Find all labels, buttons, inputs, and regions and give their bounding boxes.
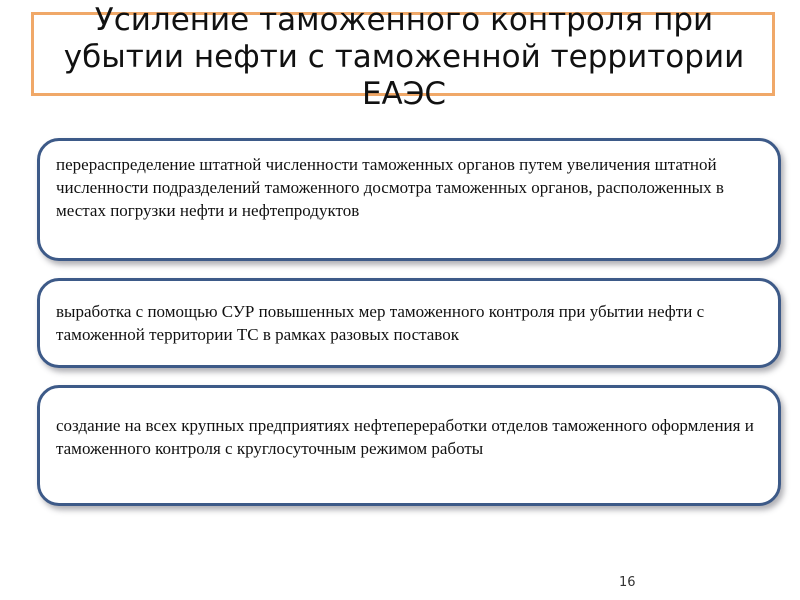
list-item-text: перераспределение штатной численности таможенных органов путем увеличения штатной численности подразделений таможенного досмотра таможенных органов, расположенных в местах погрузки нефти и нефтепродуктов	[56, 155, 724, 220]
list-item-text: создание на всех крупных предприятиях нефтепереработки отделов таможенного оформления и таможенного контроля с круглосуточным режимом работы	[56, 416, 754, 458]
list-item	[37, 138, 781, 261]
page-number: 16	[619, 575, 636, 590]
list-item-text: выработка с помощью СУР повышенных мер таможенного контроля при убытии нефти с таможенной территории ТС в рамках разовых поставок	[56, 302, 705, 344]
slide-title: Усиление таможенного контроля при убытии нефти с таможенной территории ЕАЭС	[63, 2, 745, 112]
list-item	[37, 278, 781, 368]
list-item	[37, 385, 781, 506]
